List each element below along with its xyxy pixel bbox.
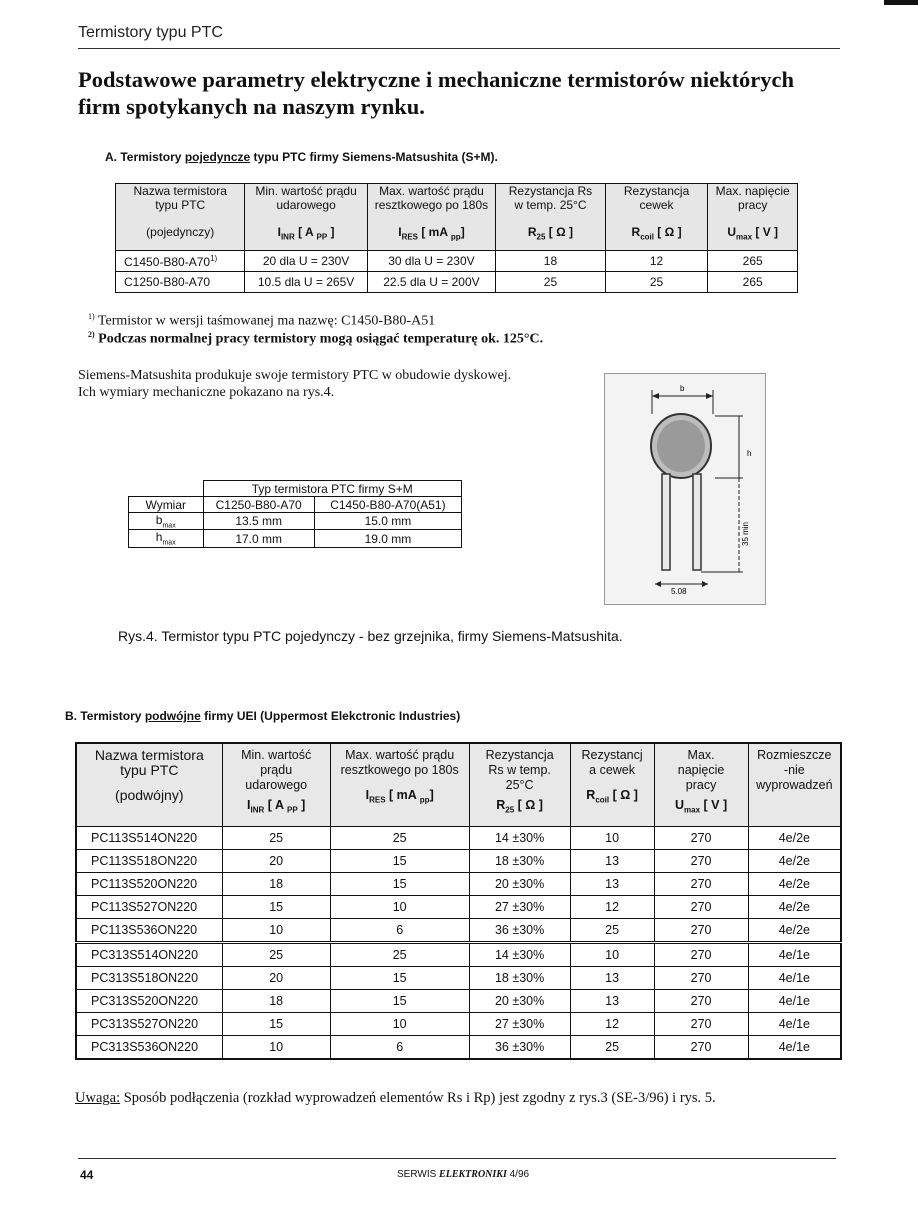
- journal-name: SERWIS ELEKTRONIKI 4/96: [397, 1169, 530, 1180]
- description-paragraph: Siemens-Matsushita produkuje swoje termistory PTC w obudowie dyskowej. Ich wymiary mechaniczne pokazano na rys.4.: [78, 368, 512, 400]
- table-row: $b_{max}$ 13.5 mm 15.0 mm: [129, 513, 462, 530]
- dim-group-header: Typ termistora PTC firmy S+M: [203, 481, 462, 497]
- col-r25-header: Rezystancja Rs w temp. 25°C $R_{25}$ [ Ω ]: [496, 184, 606, 251]
- table-row: PC113S518ON220 20 15 18 ±30% 13 270 4e/2e: [76, 850, 841, 873]
- figure-caption: Rys.4. Termistor typu PTC pojedynczy - bez grzejnika, firmy Siemens-Matsushita.: [118, 628, 623, 644]
- label-35-min: 35 min: [741, 521, 750, 546]
- table-row: PC313S527ON220 15 10 27 ±30% 12 270 4e/1e: [76, 1013, 841, 1036]
- col-ires-header: Max. wartość prądu resztkowego po 180s $I_{RES}$ [ mA $_{pp}$]: [367, 184, 495, 251]
- note: Uwaga: Sposób podłączenia (rozkład wyprowadzeń elementów Rs i Rp) jest zgodny z rys.3 (SE-3/96) i rys. 5.: [75, 1090, 716, 1106]
- footnote-1: $^{1)}$ Termistor w wersji taśmowanej ma nazwę: C1450-B80-A51: [88, 312, 436, 329]
- col-pins-header: Rozmieszcze -nie wyprowadzeń: [748, 743, 841, 827]
- header-rule: [78, 48, 840, 49]
- table-row: C1250-B80-A70 10.5 dla U = 265V 22.5 dla U = 200V 25 25 265: [116, 272, 798, 293]
- section-a-heading: A. Termistory pojedyncze typu PTC firmy Siemens-Matsushita (S+M).: [105, 150, 498, 164]
- label-h: h: [747, 449, 752, 458]
- footer-rule: [78, 1158, 836, 1159]
- col-rcoil-header: Rezystancj a cewek $R_{coil}$ [ Ω ]: [570, 743, 654, 827]
- footnote-2: $^{2)}$ Podczas normalnej pracy termistory mogą osiągać temperaturę ok. 125°C.: [88, 330, 544, 347]
- table-row: PC113S536ON220 10 6 36 ±30% 25 270 4e/2e: [76, 919, 841, 943]
- col-inr-header: Min. wartość prądu udarowego $I_{INR}$ [ A $_{PP}$ ]: [245, 184, 367, 251]
- col-ires-header: Max. wartość prądu resztkowego po 180s $I_{RES}$ [ mA $_{pp}$]: [330, 743, 469, 827]
- table-row: PC313S518ON220 20 15 18 ±30% 13 270 4e/1e: [76, 967, 841, 990]
- label-b: b: [680, 384, 685, 393]
- col-rcoil-header: Rezystancja cewek $R_{coil}$ [ Ω ]: [605, 184, 708, 251]
- col-umax-header: Max. napięcie pracy $U_{max}$ [ V ]: [654, 743, 748, 827]
- table-row: PC113S520ON220 18 15 20 ±30% 13 270 4e/2e: [76, 873, 841, 896]
- table-row: PC113S514ON220 25 25 14 ±30% 10 270 4e/2e: [76, 827, 841, 850]
- thermistor-drawing: [604, 373, 766, 605]
- dimension-table: Typ termistora PTC firmy S+M Wymiar C1250-B80-A70 C1450-B80-A70(A51) $b_{max}$ 13.5 mm 15.0 mm $h_{max}$ 17.0 mm 19.0 mm: [128, 480, 462, 548]
- col-r25-header: Rezystancja Rs w temp. 25°C $R_{25}$ [ Ω ]: [469, 743, 570, 827]
- label-508: 5.08: [671, 587, 687, 596]
- col-name-header: Nazwa termistora typu PTC (podwójny): [76, 743, 222, 827]
- single-thermistor-table: [115, 183, 798, 293]
- table-row: C1450-B80-A70$^{1)}$ 20 dla U = 230V 30 dla U = 230V 18 12 265: [116, 251, 798, 272]
- col-name-header: Nazwa termistora typu PTC (pojedynczy): [116, 184, 245, 251]
- table-row: PC113S527ON220 15 10 27 ±30% 12 270 4e/2e: [76, 896, 841, 919]
- table-row: PC313S514ON220 25 25 14 ±30% 10 270 4e/1e: [76, 943, 841, 967]
- dim-col-label: Wymiar: [129, 497, 204, 513]
- table-row: $h_{max}$ 17.0 mm 19.0 mm: [129, 530, 462, 547]
- corner-mark: [884, 0, 918, 5]
- section-b-heading: B. Termistory podwójne firmy UEI (Uppermost Elekctronic Industries): [65, 709, 461, 723]
- page-title: Podstawowe parametry elektryczne i mechaniczne termistorów niektórych firm spotykanych na naszym rynku.: [78, 67, 795, 119]
- col-umax-header: Max. napięcie pracy $U_{max}$ [ V ]: [708, 184, 798, 251]
- double-thermistor-table: [75, 742, 842, 1060]
- table-row: PC313S520ON220 18 15 20 ±30% 13 270 4e/1e: [76, 990, 841, 1013]
- running-header: Termistory typu PTC: [78, 24, 223, 41]
- page-number: 44: [80, 1168, 94, 1182]
- table-row: PC313S536ON220 10 6 36 ±30% 25 270 4e/1e: [76, 1036, 841, 1060]
- col-inr-header: Min. wartość prądu udarowego $I_{INR}$ [ A $_{PP}$ ]: [222, 743, 330, 827]
